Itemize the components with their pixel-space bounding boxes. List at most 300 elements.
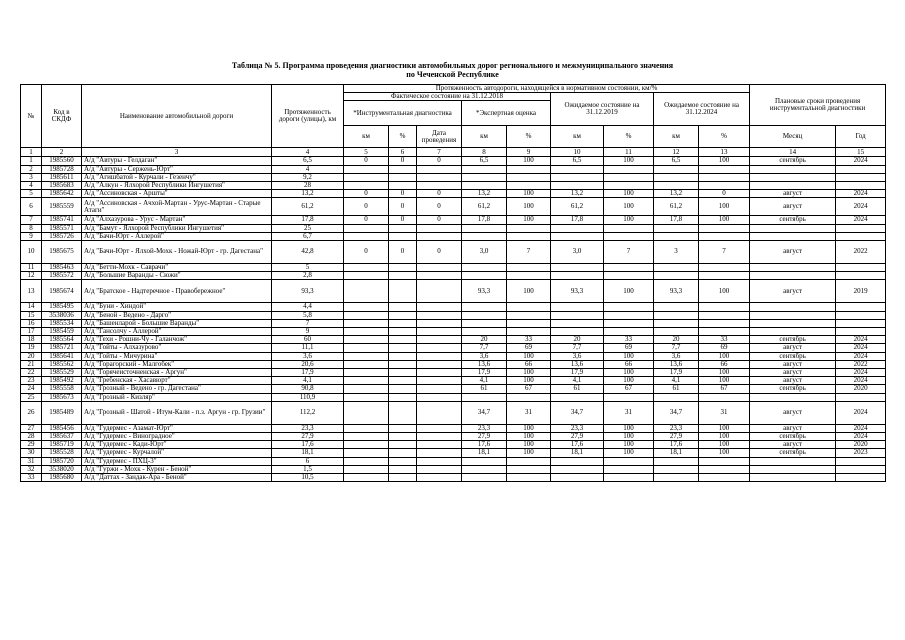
- skdf-code: 1985564: [42, 336, 82, 344]
- skdf-code: 1985459: [42, 328, 82, 336]
- instrumental-date: [417, 272, 462, 280]
- column-number: 5: [344, 148, 389, 157]
- table-row: [21, 344, 886, 352]
- expected-2024-pct: 69: [699, 344, 750, 352]
- planned-year: [836, 232, 886, 240]
- column-number: 12: [654, 148, 699, 157]
- skdf-code: 1985720: [42, 457, 82, 465]
- skdf-code: 1985726: [42, 232, 82, 240]
- instrumental-km: [344, 424, 389, 432]
- planned-month: [750, 272, 836, 280]
- expected-2019-km: [551, 272, 604, 280]
- expected-2019-km: 3,0: [551, 241, 604, 264]
- table-row: [21, 232, 886, 240]
- road-name: А/д "Гуржи - Мохк - Курен - Беной": [82, 465, 272, 473]
- expected-2019-km: 6,5: [551, 157, 604, 165]
- expected-2024-pct: 100: [699, 441, 750, 449]
- expert-pct: [507, 182, 551, 190]
- instrumental-km: [344, 280, 389, 303]
- planned-month: сентябрь: [750, 433, 836, 441]
- expected-2019-km: 61: [551, 385, 604, 393]
- road-length: 17,6: [272, 441, 344, 449]
- instrumental-date: [417, 441, 462, 449]
- expert-pct: 67: [507, 385, 551, 393]
- planned-year: 2024: [836, 352, 886, 360]
- road-name: А/д "Горагорский - Малгобек": [82, 360, 272, 368]
- expected-2019-km: [551, 182, 604, 190]
- table-row: [21, 369, 886, 377]
- planned-month: [750, 232, 836, 240]
- road-name: А/д "Агишбатой - Курчали - Гезенчу": [82, 173, 272, 181]
- instrumental-pct: [389, 449, 417, 457]
- planned-month: [750, 457, 836, 465]
- expert-pct: 100: [507, 377, 551, 385]
- planned-year: 2024: [836, 198, 886, 216]
- planned-year: [836, 474, 886, 482]
- skdf-code: 1985674: [42, 280, 82, 303]
- planned-month: август: [750, 401, 836, 424]
- expert-km: 61: [462, 385, 507, 393]
- instrumental-pct: [389, 441, 417, 449]
- instrumental-pct: [389, 173, 417, 181]
- road-name: А/д "Гребенская - Хасавюрт": [82, 377, 272, 385]
- road-name: А/д "Башенларой - Большие Варанды": [82, 319, 272, 327]
- expected-2024-km: 20: [654, 336, 699, 344]
- instrumental-km: 0: [344, 190, 389, 198]
- road-length: 17,8: [272, 216, 344, 224]
- skdf-code: 1985637: [42, 433, 82, 441]
- expert-pct: [507, 272, 551, 280]
- row-number: 29: [21, 441, 42, 449]
- expected-2024-km: 93,3: [654, 280, 699, 303]
- header-year: Год: [836, 126, 886, 148]
- planned-month: [750, 465, 836, 473]
- planned-month: [750, 393, 836, 401]
- instrumental-pct: 0: [389, 198, 417, 216]
- row-number: 18: [21, 336, 42, 344]
- expert-pct: [507, 319, 551, 327]
- row-number: 30: [21, 449, 42, 457]
- expert-km: [462, 319, 507, 327]
- expected-2024-km: [654, 474, 699, 482]
- road-name: А/д "Гансолчу - Аллерой": [82, 328, 272, 336]
- header-date: Дата проведения: [417, 126, 462, 148]
- expected-2024-pct: [699, 311, 750, 319]
- expected-2024-pct: 100: [699, 157, 750, 165]
- skdf-code: 1985558: [42, 385, 82, 393]
- table-row: [21, 198, 886, 216]
- expected-2019-pct: [604, 457, 654, 465]
- instrumental-date: [417, 377, 462, 385]
- instrumental-date: 0: [417, 241, 462, 264]
- expert-km: 18,1: [462, 449, 507, 457]
- skdf-code: 1985721: [42, 344, 82, 352]
- expert-pct: [507, 457, 551, 465]
- instrumental-km: [344, 224, 389, 232]
- planned-year: 2019: [836, 280, 886, 303]
- instrumental-pct: 0: [389, 241, 417, 264]
- expected-2024-km: [654, 264, 699, 272]
- planned-month: сентябрь: [750, 336, 836, 344]
- expert-km: [462, 182, 507, 190]
- skdf-code: 1985642: [42, 190, 82, 198]
- column-number: 10: [551, 148, 604, 157]
- header-actual: Фактическое состояние на 31.12.2018: [344, 93, 551, 101]
- row-number: 23: [21, 377, 42, 385]
- row-number: 13: [21, 280, 42, 303]
- row-number: 16: [21, 319, 42, 327]
- expected-2024-km: 4,1: [654, 377, 699, 385]
- instrumental-date: [417, 369, 462, 377]
- header-km: км: [344, 126, 389, 148]
- instrumental-date: [417, 385, 462, 393]
- table-row: [21, 401, 886, 424]
- expert-km: 13,6: [462, 360, 507, 368]
- expected-2024-pct: 7: [699, 241, 750, 264]
- instrumental-pct: [389, 457, 417, 465]
- road-name: А/д "Алкун - Ялхорой Республики Ингушетия": [82, 182, 272, 190]
- planned-month: август: [750, 369, 836, 377]
- expected-2019-km: 13,2: [551, 190, 604, 198]
- row-number: 2: [21, 165, 42, 173]
- header-row-1: [21, 85, 886, 93]
- column-number: 6: [389, 148, 417, 157]
- planned-month: сентябрь: [750, 216, 836, 224]
- expected-2024-km: [654, 165, 699, 173]
- expected-2024-km: 18,1: [654, 449, 699, 457]
- expected-2019-km: [551, 165, 604, 173]
- planned-year: 2024: [836, 344, 886, 352]
- expected-2019-pct: 100: [604, 369, 654, 377]
- planned-year: [836, 303, 886, 311]
- road-name: А/д "Гудермес - ПХЦ-3": [82, 457, 272, 465]
- expert-km: [462, 328, 507, 336]
- expected-2019-pct: [604, 303, 654, 311]
- expected-2024-km: 3: [654, 241, 699, 264]
- expert-pct: [507, 328, 551, 336]
- expected-2019-pct: [604, 474, 654, 482]
- planned-year: [836, 272, 886, 280]
- column-number: 1: [21, 148, 42, 157]
- planned-year: 2024: [836, 216, 886, 224]
- instrumental-km: [344, 465, 389, 473]
- table-row: [21, 441, 886, 449]
- expert-km: 93,3: [462, 280, 507, 303]
- header-length: Протяженность дороги (улицы), км: [272, 85, 344, 148]
- table-subtitle: по Чеченской Республике: [406, 70, 499, 79]
- planned-month: [750, 303, 836, 311]
- instrumental-date: [417, 224, 462, 232]
- expected-2019-pct: [604, 319, 654, 327]
- table-row: [21, 465, 886, 473]
- instrumental-km: [344, 352, 389, 360]
- planned-year: [836, 173, 886, 181]
- table-row: [21, 182, 886, 190]
- expected-2024-pct: 100: [699, 198, 750, 216]
- road-length: 25: [272, 224, 344, 232]
- expert-pct: 100: [507, 424, 551, 432]
- skdf-code: 1985492: [42, 377, 82, 385]
- table-row: [21, 360, 886, 368]
- instrumental-date: [417, 344, 462, 352]
- expected-2024-pct: [699, 465, 750, 473]
- instrumental-km: 0: [344, 241, 389, 264]
- instrumental-date: [417, 165, 462, 173]
- expected-2019-km: [551, 224, 604, 232]
- road-length: 5,8: [272, 311, 344, 319]
- road-name: А/д "Гойты - Алхазурово": [82, 344, 272, 352]
- table-row: [21, 457, 886, 465]
- header-km: км: [462, 126, 507, 148]
- expert-pct: 7: [507, 241, 551, 264]
- road-name: А/д "Бетти-Мохк - Саврачи": [82, 264, 272, 272]
- expected-2024-km: [654, 272, 699, 280]
- instrumental-date: [417, 424, 462, 432]
- road-length: 3,6: [272, 352, 344, 360]
- expected-2024-pct: 100: [699, 424, 750, 432]
- instrumental-km: 0: [344, 157, 389, 165]
- instrumental-date: [417, 319, 462, 327]
- expected-2019-pct: 7: [604, 241, 654, 264]
- expected-2019-km: 34,7: [551, 401, 604, 424]
- column-number-row: [21, 148, 886, 157]
- expected-2019-km: 7,7: [551, 344, 604, 352]
- table-row: [21, 385, 886, 393]
- table-row: [21, 328, 886, 336]
- skdf-code: 1985741: [42, 216, 82, 224]
- planned-month: август: [750, 280, 836, 303]
- table-row: [21, 311, 886, 319]
- instrumental-pct: [389, 319, 417, 327]
- expert-pct: 100: [507, 198, 551, 216]
- planned-year: [836, 264, 886, 272]
- expected-2019-pct: [604, 173, 654, 181]
- planned-year: 2020: [836, 385, 886, 393]
- expected-2019-pct: 100: [604, 198, 654, 216]
- planned-month: [750, 328, 836, 336]
- instrumental-km: [344, 401, 389, 424]
- instrumental-date: [417, 303, 462, 311]
- instrumental-pct: [389, 328, 417, 336]
- expected-2019-pct: [604, 328, 654, 336]
- road-name: А/д "Гудермес - Курчалой": [82, 449, 272, 457]
- expected-2019-pct: 66: [604, 360, 654, 368]
- road-length: 93,3: [272, 280, 344, 303]
- instrumental-date: [417, 232, 462, 240]
- expected-2019-pct: 33: [604, 336, 654, 344]
- expert-pct: [507, 311, 551, 319]
- row-number: 15: [21, 311, 42, 319]
- expected-2019-km: 13,6: [551, 360, 604, 368]
- expert-pct: [507, 264, 551, 272]
- skdf-code: 1985728: [42, 165, 82, 173]
- expected-2019-km: [551, 474, 604, 482]
- expert-km: [462, 224, 507, 232]
- expected-2019-pct: 67: [604, 385, 654, 393]
- row-number: 26: [21, 401, 42, 424]
- expected-2019-pct: 100: [604, 441, 654, 449]
- expected-2024-pct: 0: [699, 190, 750, 198]
- expected-2024-pct: [699, 224, 750, 232]
- column-number: 13: [699, 148, 750, 157]
- expected-2019-km: 18,1: [551, 449, 604, 457]
- expected-2024-km: 17,8: [654, 216, 699, 224]
- expected-2019-pct: [604, 272, 654, 280]
- expected-2024-km: [654, 328, 699, 336]
- instrumental-km: [344, 319, 389, 327]
- expert-km: 3,0: [462, 241, 507, 264]
- road-name: А/д "Бачи-Юрт - Аллерой": [82, 232, 272, 240]
- instrumental-km: [344, 165, 389, 173]
- road-length: 90,8: [272, 385, 344, 393]
- instrumental-km: [344, 303, 389, 311]
- expert-pct: [507, 303, 551, 311]
- planned-year: 2023: [836, 449, 886, 457]
- planned-month: август: [750, 190, 836, 198]
- instrumental-pct: [389, 401, 417, 424]
- expected-2024-km: [654, 457, 699, 465]
- expected-2024-pct: [699, 264, 750, 272]
- road-name: А/д "Автуры - Гелдаган": [82, 157, 272, 165]
- expected-2024-pct: 31: [699, 401, 750, 424]
- road-length: 5: [272, 264, 344, 272]
- expected-2019-km: [551, 457, 604, 465]
- expected-2024-pct: 100: [699, 369, 750, 377]
- instrumental-date: [417, 280, 462, 303]
- expected-2024-pct: [699, 182, 750, 190]
- road-length: 110,9: [272, 393, 344, 401]
- expected-2024-pct: 66: [699, 360, 750, 368]
- road-name: А/д "Гехи - Рошни-Чу - Галанчож": [82, 336, 272, 344]
- column-number: 7: [417, 148, 462, 157]
- instrumental-date: [417, 401, 462, 424]
- expert-pct: [507, 173, 551, 181]
- expert-pct: 69: [507, 344, 551, 352]
- expected-2024-pct: 33: [699, 336, 750, 344]
- road-name: А/д "Братское - Надтеречное - Правобережное": [82, 280, 272, 303]
- expected-2024-pct: 100: [699, 433, 750, 441]
- skdf-code: 1985680: [42, 474, 82, 482]
- expected-2019-km: [551, 465, 604, 473]
- instrumental-date: 0: [417, 216, 462, 224]
- row-number: 9: [21, 232, 42, 240]
- road-length: 1,5: [272, 465, 344, 473]
- expert-pct: [507, 224, 551, 232]
- planned-month: [750, 474, 836, 482]
- header-instrumental: *Инструментальная диагностика: [344, 101, 462, 126]
- expected-2024-km: [654, 232, 699, 240]
- expert-km: [462, 311, 507, 319]
- expected-2024-pct: [699, 232, 750, 240]
- expected-2019-km: 23,3: [551, 424, 604, 432]
- planned-year: [836, 465, 886, 473]
- road-length: 7: [272, 319, 344, 327]
- expected-2024-km: [654, 393, 699, 401]
- planned-year: 2024: [836, 336, 886, 344]
- expert-km: 4,1: [462, 377, 507, 385]
- row-number: 1: [21, 157, 42, 165]
- road-length: 9,2: [272, 173, 344, 181]
- planned-year: [836, 224, 886, 232]
- road-length: 18,1: [272, 449, 344, 457]
- expected-2019-km: [551, 173, 604, 181]
- expected-2019-pct: 100: [604, 216, 654, 224]
- instrumental-pct: [389, 433, 417, 441]
- table-row: [21, 352, 886, 360]
- instrumental-date: [417, 449, 462, 457]
- instrumental-pct: [389, 224, 417, 232]
- expected-2019-km: [551, 393, 604, 401]
- instrumental-pct: [389, 344, 417, 352]
- table-row: [21, 433, 886, 441]
- road-length: 61,2: [272, 198, 344, 216]
- expected-2024-km: [654, 173, 699, 181]
- row-number: 7: [21, 216, 42, 224]
- skdf-code: 1985675: [42, 241, 82, 264]
- instrumental-km: [344, 272, 389, 280]
- instrumental-pct: [389, 465, 417, 473]
- road-length: 6,7: [272, 232, 344, 240]
- instrumental-date: [417, 328, 462, 336]
- row-number: 5: [21, 190, 42, 198]
- instrumental-pct: [389, 352, 417, 360]
- planned-month: август: [750, 360, 836, 368]
- header-pct: %: [604, 126, 654, 148]
- planned-year: 2024: [836, 190, 886, 198]
- row-number: 4: [21, 182, 42, 190]
- row-number: 14: [21, 303, 42, 311]
- header-code: Код в СКДФ: [42, 85, 82, 148]
- expert-km: [462, 465, 507, 473]
- column-number: 9: [507, 148, 551, 157]
- row-number: 8: [21, 224, 42, 232]
- column-number: 14: [750, 148, 836, 157]
- expected-2019-km: [551, 328, 604, 336]
- expert-pct: 100: [507, 433, 551, 441]
- header-expected-2024: Ожидаемое состояние на 31.12.2024: [654, 93, 750, 126]
- instrumental-date: [417, 360, 462, 368]
- road-length: 10,5: [272, 474, 344, 482]
- expert-pct: 100: [507, 216, 551, 224]
- instrumental-km: [344, 182, 389, 190]
- row-number: 24: [21, 385, 42, 393]
- instrumental-pct: [389, 272, 417, 280]
- expected-2019-km: [551, 311, 604, 319]
- road-length: 9: [272, 328, 344, 336]
- table-row: [21, 280, 886, 303]
- expected-2019-pct: [604, 224, 654, 232]
- expected-2024-pct: [699, 474, 750, 482]
- expected-2024-km: 13,6: [654, 360, 699, 368]
- row-number: 3: [21, 173, 42, 181]
- expected-2019-km: [551, 303, 604, 311]
- column-number: 2: [42, 148, 82, 157]
- planned-month: [750, 173, 836, 181]
- instrumental-km: [344, 344, 389, 352]
- instrumental-km: [344, 385, 389, 393]
- instrumental-pct: 0: [389, 216, 417, 224]
- expert-km: 27,9: [462, 433, 507, 441]
- road-name: А/д "Горячеисточненская - Аргун": [82, 369, 272, 377]
- expected-2019-pct: 100: [604, 424, 654, 432]
- road-length: 42,8: [272, 241, 344, 264]
- expected-2024-pct: 100: [699, 449, 750, 457]
- header-pct: %: [699, 126, 750, 148]
- planned-year: [836, 165, 886, 173]
- planned-year: 2024: [836, 401, 886, 424]
- road-name: А/д "Грозный - Шатой - Итум-Кали - п.з. Аргун - гр. Грузии": [82, 401, 272, 424]
- road-name: А/д "Большие Варанды - Сюжи": [82, 272, 272, 280]
